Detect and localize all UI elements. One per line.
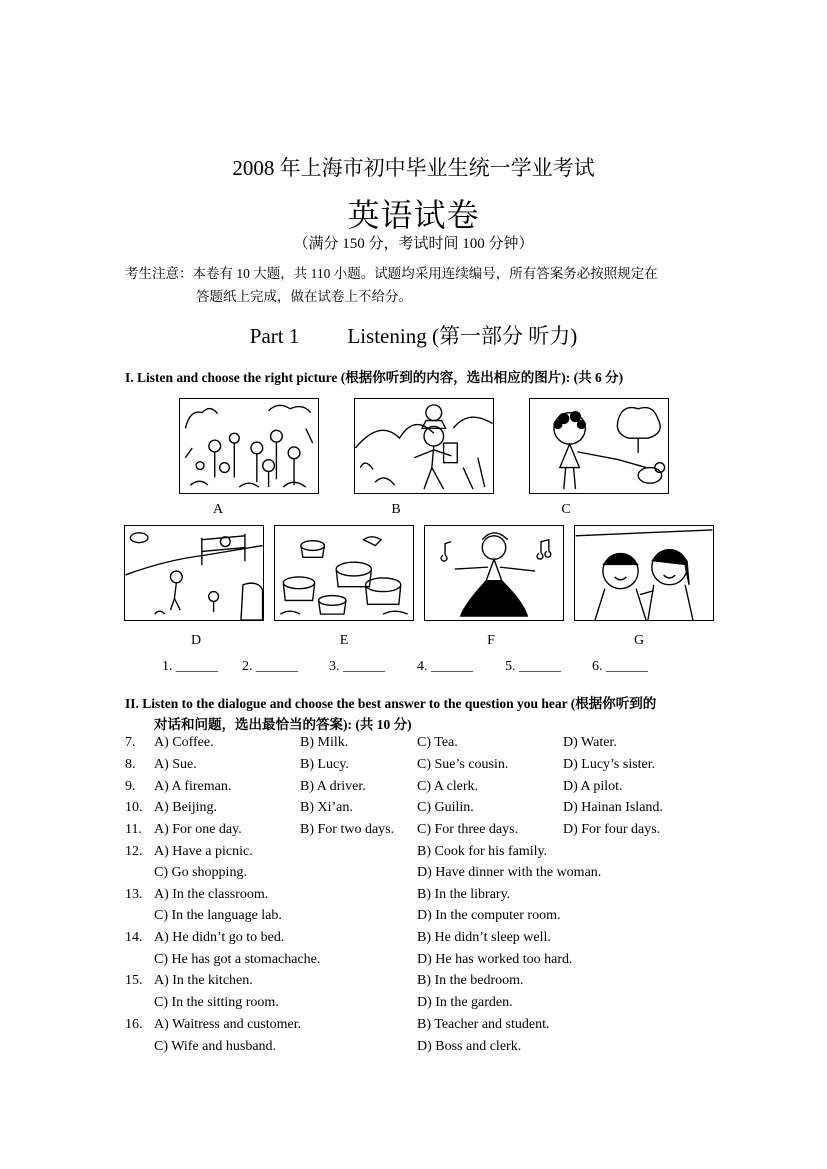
section-1-heading: I. Listen and choose the right picture (根据你听到的内容，选出相应的图片): (共 6 分) xyxy=(125,370,624,385)
option-b[interactable]: B) In the library. xyxy=(417,887,511,902)
question-number: 15. xyxy=(125,973,143,988)
question-number: 10. xyxy=(125,800,143,815)
option-b[interactable]: B) Teacher and student. xyxy=(417,1017,550,1032)
question-number: 9. xyxy=(125,779,136,794)
question-number: 12. xyxy=(125,844,143,859)
option-d[interactable]: D) Hainan Island. xyxy=(563,800,663,815)
notice-line-2: 答题纸上完成，做在试卷上不给分。 xyxy=(196,289,412,304)
option-a[interactable]: A) In the kitchen. xyxy=(154,973,253,988)
two-girls-smiling-icon xyxy=(575,526,713,620)
option-a[interactable]: A) For one day. xyxy=(154,822,242,837)
option-b[interactable]: B) Cook for his family. xyxy=(417,844,548,859)
option-a[interactable]: A) Waitress and customer. xyxy=(154,1017,302,1032)
option-d[interactable]: D) Water. xyxy=(563,735,617,750)
girl-walking-dog-icon xyxy=(530,399,668,493)
picture-f xyxy=(424,525,564,621)
option-c[interactable]: C) Sue’s cousin. xyxy=(417,757,509,772)
option-c[interactable]: C) He has got a stomachache. xyxy=(154,952,321,967)
hiker-mountain-icon xyxy=(355,399,493,493)
option-c[interactable]: C) Guilin. xyxy=(417,800,474,815)
picture-label: G xyxy=(633,633,645,648)
picture-label: F xyxy=(487,633,495,648)
picture-b xyxy=(354,398,494,494)
section-2-heading-line-1: II. Listen to the dialogue and choose the best answer to the question you hear (根据你听到的 xyxy=(125,696,657,711)
option-b[interactable]: B) Xi’an. xyxy=(300,800,353,815)
option-a[interactable]: A) In the classroom. xyxy=(154,887,269,902)
picture-c xyxy=(529,398,669,494)
option-c[interactable]: C) In the language lab. xyxy=(154,908,282,923)
answer-blank[interactable]: 5. ______ xyxy=(505,659,561,674)
option-a[interactable]: A) Beijing. xyxy=(154,800,217,815)
option-d[interactable]: D) He has worked too hard. xyxy=(417,952,573,967)
paper-title: 英语试卷 xyxy=(347,197,480,233)
option-d[interactable]: D) In the garden. xyxy=(417,995,513,1010)
option-c[interactable]: C) In the sitting room. xyxy=(154,995,279,1010)
part-label: Part 1 xyxy=(249,324,300,348)
exam-title: 2008 年上海市初中毕业生统一学业考试 xyxy=(232,156,595,180)
option-d[interactable]: D) Boss and clerk. xyxy=(417,1039,522,1054)
question-number: 11. xyxy=(125,822,142,837)
flowers-meadow-icon xyxy=(180,399,318,493)
picture-a xyxy=(179,398,319,494)
picture-e xyxy=(274,525,414,621)
option-a[interactable]: A) A fireman. xyxy=(154,779,232,794)
picture-label: E xyxy=(339,633,349,648)
option-b[interactable]: B) Milk. xyxy=(300,735,349,750)
option-b[interactable]: B) For two days. xyxy=(300,822,395,837)
picture-label: C xyxy=(561,502,571,517)
option-a[interactable]: A) Sue. xyxy=(154,757,197,772)
question-number: 14. xyxy=(125,930,143,945)
option-c[interactable]: C) Go shopping. xyxy=(154,865,247,880)
option-a[interactable]: A) He didn’t go to bed. xyxy=(154,930,285,945)
picture-label: B xyxy=(391,502,401,517)
notice-line-1: 考生注意：本卷有 10 大题，共 110 小题。试题均采用连续编号，所有答案务必按照规定在 xyxy=(125,266,658,281)
option-c[interactable]: C) Tea. xyxy=(417,735,458,750)
question-number: 13. xyxy=(125,887,143,902)
answer-blank[interactable]: 1. ______ xyxy=(162,659,218,674)
tree-stumps-bird-icon xyxy=(275,526,413,620)
option-c[interactable]: C) A clerk. xyxy=(417,779,479,794)
option-a[interactable]: A) Have a picnic. xyxy=(154,844,253,859)
question-number: 8. xyxy=(125,757,136,772)
answer-blank[interactable]: 3. ______ xyxy=(329,659,385,674)
question-number: 16. xyxy=(125,1017,143,1032)
option-b[interactable]: B) A driver. xyxy=(300,779,366,794)
part-title: Listening (第一部分 听力) xyxy=(347,324,578,348)
score-time: （满分 150 分，考试时间 100 分钟） xyxy=(293,236,534,252)
answer-blank[interactable]: 6. ______ xyxy=(592,659,648,674)
answer-blank[interactable]: 2. ______ xyxy=(242,659,298,674)
girl-dancing-music-icon xyxy=(425,526,563,620)
picture-label: D xyxy=(190,633,202,648)
option-b[interactable]: B) He didn’t sleep well. xyxy=(417,930,551,945)
option-c[interactable]: C) Wife and husband. xyxy=(154,1039,277,1054)
option-d[interactable]: D) In the computer room. xyxy=(417,908,561,923)
option-c[interactable]: C) For three days. xyxy=(417,822,519,837)
option-b[interactable]: B) In the bedroom. xyxy=(417,973,524,988)
picture-label: A xyxy=(212,502,224,517)
section-2-heading-line-2: 对话和问题，选出最恰当的答案): (共 10 分) xyxy=(154,717,412,732)
part-heading xyxy=(0,320,827,350)
picture-g xyxy=(574,525,714,621)
option-a[interactable]: A) Coffee. xyxy=(154,735,214,750)
option-b[interactable]: B) Lucy. xyxy=(300,757,349,772)
answer-blank[interactable]: 4. ______ xyxy=(417,659,473,674)
option-d[interactable]: D) Lucy’s sister. xyxy=(563,757,656,772)
option-d[interactable]: D) For four days. xyxy=(563,822,661,837)
picture-d xyxy=(124,525,264,621)
children-volleyball-beach-icon xyxy=(125,526,263,620)
question-number: 7. xyxy=(125,735,136,750)
option-d[interactable]: D) Have dinner with the woman. xyxy=(417,865,602,880)
option-d[interactable]: D) A pilot. xyxy=(563,779,623,794)
